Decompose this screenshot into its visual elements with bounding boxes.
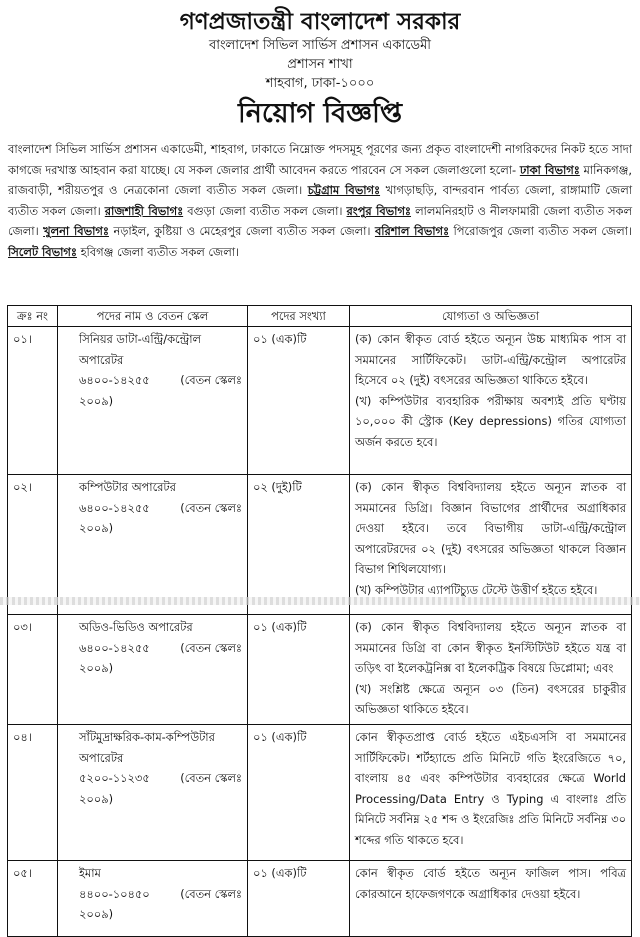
header-serial: ক্রঃ নং <box>8 306 58 327</box>
government-title: গণপ্রজাতন্ত্রী বাংলাদেশ সরকার <box>179 8 461 35</box>
division-name-dhaka: ঢাকা বিভাগঃ <box>519 162 580 177</box>
row-serial: ০৫। <box>8 861 58 937</box>
division-text-sylhet: হবিগঞ্জ জেলা ব্যতীত সকল জেলা। <box>80 244 240 259</box>
division-text-chattogram: খাগড়াছড়ি, বান্দরবান পার্বত্য জেলা, রাঙ্গামাটি জেলা ব্যতীত সকল জেলা। <box>8 183 633 218</box>
qualification-item: (ক) কোন স্বীকৃত বিশ্ববিদ্যালয় হইতে অন্যূন স্নাতক বা সমমানের ডিগ্রি। বিজ্ঞান বিভাগের প্রার্থীদের অগ্রাধিকার দেওয়া হইবে। তবে বিভাগীয় ডাটা-এন্ট্রি/কন্ট্রোল অপারেটরদের ০২ (দুই) বৎসরের অভিজ্ঞতা থাকলে বিজ্ঞান বিভাগ শিথিলযোগ্য। <box>355 480 626 576</box>
row-count: ০১ (এক)টি <box>248 615 350 725</box>
table-row <box>8 725 632 861</box>
row-serial: ০৩। <box>8 615 58 725</box>
pay-range: ৬৪০০-১৪২৫৫ <box>79 640 150 655</box>
pay-year: ২০০৯) <box>79 791 114 806</box>
pay-label: (বেতন স্কেলঃ <box>180 640 242 655</box>
pay-scale <box>63 768 242 789</box>
academy-name: বাংলাদেশ সিভিল সার্ভিস প্রশাসন একাডেমী <box>208 38 432 53</box>
division-text-khulna: নড়াইল, কুষ্টিয়া ও মেহেরপুর জেলা ব্যতীত সকল জেলা। <box>113 224 371 238</box>
table-row <box>8 327 632 475</box>
division-name-sylhet: সিলেট বিভাগঃ <box>8 244 77 259</box>
post-name: সিনিয়র ডাটা-এন্ট্রি/কন্ট্রোল অপারেটর <box>79 332 201 367</box>
pay-range: ৪৪০০-১০৪৫০ <box>79 886 150 901</box>
paper-fold-mark <box>0 597 640 605</box>
row-post <box>58 475 248 615</box>
qualification-item: কোন স্বীকৃতপ্রাপ্ত বোর্ড হইতে এইচএসসি বা সমমানের সার্টিফিকেট। শর্টহ্যান্ডে প্রতি মিনিটে গতি ইংরেজিতে ৭০, বাংলায় ৪৫ এবং কম্পিউটার ব্যবহারের ক্ষেত্রে World Processing/Data Entry ও Typing এ বাংলাঃ প্রতি মিনিটে সর্বনিম্ন ২৫ শব্দ ও ইংরেজিঃ প্রতি মিনিটে সর্বনিম্ন ৩০ শব্দের গতি থাকতে হবে। <box>355 730 626 847</box>
pay-scale <box>63 638 242 659</box>
header-qualification: যোগ্যতা ও অভিজ্ঞতা <box>350 306 632 327</box>
qualification-item: (ক) কোন স্বীকৃত বোর্ড হইতে অন্যূন উচ্চ মাধ্যমিক পাস বা সমমানের সার্টিফিকেট। ডাটা-এন্ট্রি/কন্ট্রোল অপারেটর হিসেবে ০২ (দুই) বৎসরের অভিজ্ঞতা থাকিতে হইবে। <box>355 332 626 387</box>
division-name-chattogram: চট্টগ্রাম বিভাগঃ <box>307 183 381 197</box>
pay-label: (বেতন স্কেলঃ <box>180 373 242 387</box>
division-name-rajshahi: রাজশাহী বিভাগঃ <box>104 203 184 218</box>
table-row <box>8 861 632 937</box>
post-name: কম্পিউটার অপারেটর <box>79 480 176 494</box>
row-serial: ০২। <box>8 475 58 615</box>
post-name: সাঁটমুদ্রাক্ষরিক-কাম-কম্পিউটার অপারেটর <box>79 730 215 765</box>
pay-year: ২০০৯) <box>79 393 114 408</box>
row-serial: ০৪। <box>8 725 58 861</box>
pay-year: ২০০৯) <box>79 907 114 921</box>
pay-range: ৬৪০০-১৪২৫৫ <box>79 500 150 515</box>
notice-title: নিয়োগ বিজ্ঞপ্তি <box>237 98 403 129</box>
row-qualifications <box>350 615 632 725</box>
row-post <box>58 861 248 937</box>
row-qualifications <box>350 475 632 615</box>
intro-lead: বাংলাদেশ সিভিল সার্ভিস প্রশাসন একাডেমী, শাহবাগ, ঢাকাতে নিম্নোক্ত পদসমূহ পূরণের জন্য প্রকৃত বাংলাদেশী নাগরিকদের নিকট হতে সাদা কাগজে দরখাস্ত আহবান করা যাচ্ছে। যে সকল জেলার প্রার্থী আবেদন করতে পারবেন সে সকল জেলাগুলো হলো- <box>8 142 632 177</box>
division-text-rangpur: লালমনিরহাট ও নীলফামারী জেলা ব্যতীত সকল জেলা। <box>8 203 632 238</box>
qualification-item: (ক) কোন স্বীকৃত বিশ্ববিদ্যালয় হইতে অন্যূন স্নাতক বা সমমানের ডিগ্রি বা কোন স্বীকৃত ইনস্টিটিউট হইতে যন্ত্র বা তড়িৎ বা ইলেকট্রনিক্স বা ইলেকট্রিক বিষয়ে ডিপ্লোমা; এবং <box>355 620 626 675</box>
table-row <box>8 615 632 725</box>
qualification-item: কোন স্বীকৃত বোর্ড হইতে অন্যূন ফাজিল পাস। পবিত্র কোরআনে হাফেজগণকে অগ্রাধিকার দেওয়া হইবে। <box>355 866 626 901</box>
division-name-khulna: খুলনা বিভাগঃ <box>43 224 109 238</box>
division-name-barishal: বরিশাল বিভাগঃ <box>374 224 450 238</box>
pay-scale <box>63 498 242 519</box>
office-address: শাহবাগ, ঢাকা-১০০০ <box>265 76 375 91</box>
pay-range: ৫২০০-১১২৩৫ <box>79 771 150 785</box>
qualification-item: (খ) কম্পিউটার ব্যবহারিক পরীক্ষায় অবশ্যই প্রতি ঘণ্টায় ১০,০০০ কী স্ট্রোক (Key depressions) গতির যোগ্যতা অর্জন করতে হবে। <box>355 393 626 449</box>
pay-label: (বেতন স্কেলঃ <box>180 771 242 785</box>
row-count: ০১ (এক)টি <box>248 327 350 475</box>
table-row <box>8 475 632 615</box>
qualification-item: (খ) কম্পিউটার এ্যাপটিচ্যুড টেস্টে উত্তীর্ণ হইতে হইবে। <box>355 582 598 597</box>
branch-name: প্রশাসন শাখা <box>287 57 353 72</box>
row-post <box>58 615 248 725</box>
row-qualifications <box>350 327 632 475</box>
pay-scale <box>63 370 242 391</box>
row-serial: ০১। <box>8 327 58 475</box>
posts-table <box>7 305 632 937</box>
post-name: অডিও-ভিডিও অপারেটর <box>79 620 193 634</box>
pay-year: ২০০৯) <box>79 661 114 675</box>
intro-paragraph <box>8 139 632 262</box>
row-qualifications <box>350 725 632 861</box>
table-header-row <box>8 306 632 327</box>
row-post <box>58 725 248 861</box>
row-qualifications <box>350 861 632 937</box>
pay-range: ৬৪০০-১৪২৫৫ <box>79 373 150 387</box>
row-count: ০২ (দুই)টি <box>248 475 350 615</box>
notice-header <box>0 0 640 133</box>
division-text-dhaka: মানিকগঞ্জ, রাজবাড়ী, শরীয়তপুর ও নেত্রকোনা জেলা ব্যতীত সকল জেলা। <box>8 162 633 197</box>
division-name-rangpur: রংপুর বিভাগঃ <box>346 203 412 218</box>
pay-scale <box>63 884 242 905</box>
division-text-barishal: পিরোজপুর জেলা ব্যতীত সকল জেলা। <box>453 224 632 238</box>
qualification-item: (খ) সংশ্লিষ্ট ক্ষেত্রে অন্যূন ০৩ (তিন) বৎসরের চাকুরীর অভিজ্ঞতা থাকিতে হইবে। <box>355 681 626 716</box>
pay-label: (বেতন স্কেলঃ <box>180 500 242 515</box>
division-text-rajshahi: বগুড়া জেলা ব্যতীত সকল জেলা। <box>187 203 343 218</box>
row-count: ০১ (এক)টি <box>248 861 350 937</box>
row-post <box>58 327 248 475</box>
header-count: পদের সংখ্যা <box>248 306 350 327</box>
pay-year: ২০০৯) <box>79 521 114 535</box>
header-post: পদের নাম ও বেতন স্কেল <box>58 306 248 327</box>
row-count: ০১ (এক)টি <box>248 725 350 861</box>
post-name: ইমাম <box>79 866 101 880</box>
pay-label: (বেতন স্কেলঃ <box>180 886 242 901</box>
